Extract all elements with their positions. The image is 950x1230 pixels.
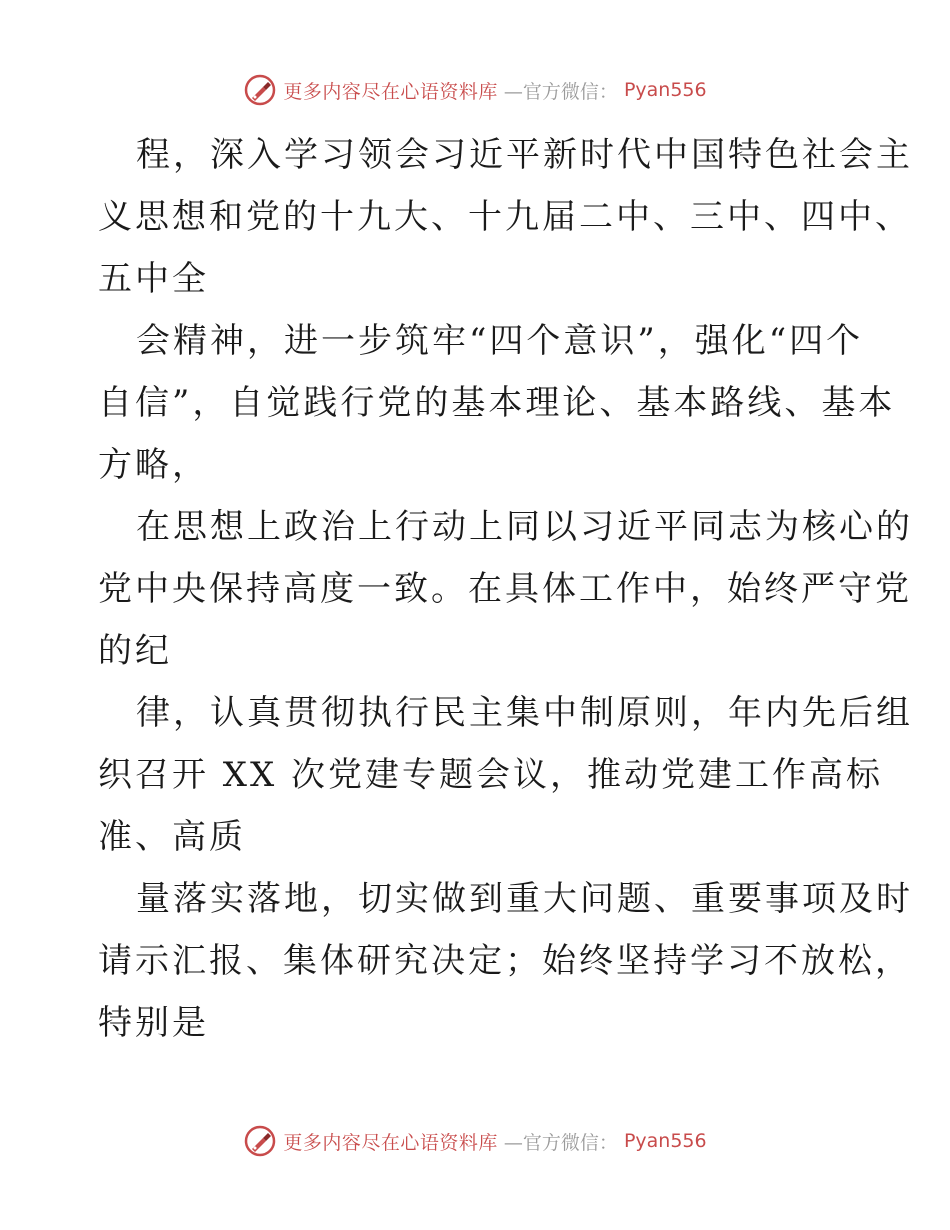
text-line: 在思想上政治上行动上同以习近平同志为核心的 [136, 507, 913, 547]
paragraph [98, 496, 913, 682]
text-line: 自信”，自觉践行党的基本理论、基本路线、基本 [98, 383, 896, 423]
text-line: 的纪 [98, 631, 172, 671]
text-line: 会精神，进一步筑牢“四个意识”，强化“四个 [136, 321, 864, 361]
watermark-separator: —官方微信： [503, 80, 618, 103]
text-line: 请示汇报、集体研究决定；始终坚持学习不放松， [98, 941, 912, 981]
header-watermark [0, 70, 950, 110]
watermark-account: Pyan556 [623, 1130, 707, 1152]
text-line: 党中央保持高度一致。在具体工作中，始终严守党 [98, 569, 912, 609]
footer-watermark [0, 1121, 950, 1161]
paragraph [98, 682, 913, 868]
text-line: 特别是 [98, 1003, 209, 1043]
text-line: 程，深入学习领会习近平新时代中国特色社会主 [136, 135, 913, 175]
document-body [98, 124, 913, 1054]
paragraph [98, 310, 896, 496]
fountain-pen-circle-icon [243, 1124, 277, 1158]
text-line: 准、高质 [98, 817, 246, 857]
watermark-main-text: 更多内容尽在心语资料库 [283, 1131, 498, 1154]
paragraph [98, 868, 913, 1054]
text-line: 律，认真贯彻执行民主集中制原则，年内先后组 [136, 693, 913, 733]
text-line: 义思想和党的十九大、十九届二中、三中、四中、 [98, 197, 912, 237]
text-line: 量落实落地，切实做到重大问题、重要事项及时 [136, 879, 913, 919]
text-line: 方略， [98, 445, 209, 485]
text-line: 五中全 [98, 259, 209, 299]
watermark-separator: —官方微信： [503, 1131, 618, 1154]
watermark-account: Pyan556 [623, 79, 707, 101]
watermark-main-text: 更多内容尽在心语资料库 [283, 80, 498, 103]
fountain-pen-circle-icon [243, 73, 277, 107]
paragraph [98, 124, 913, 310]
text-line: 织召开 XX 次党建专题会议，推动党建工作高标 [98, 755, 884, 795]
